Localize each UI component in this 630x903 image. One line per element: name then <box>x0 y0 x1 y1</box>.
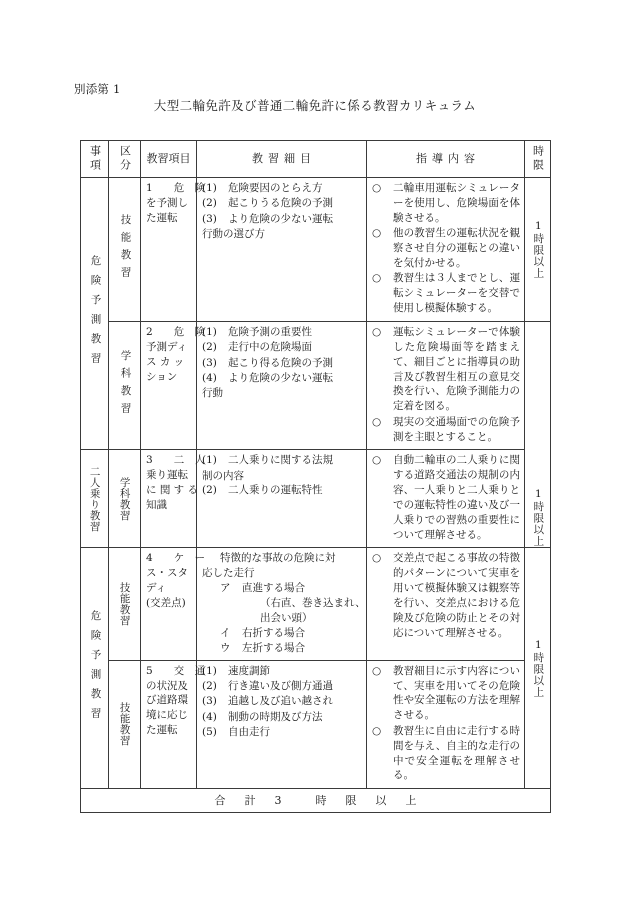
cell-category-gakka-3 <box>109 450 141 548</box>
sub-detail-marker: イ <box>220 626 231 639</box>
circle-bullet-icon: ○ <box>372 272 382 285</box>
instruction-text: 教習生は３人までとし、運転シミュレーターを交替で使用し模擬体験する。 <box>393 272 520 315</box>
header-cell-lesson-detail <box>197 141 367 178</box>
lesson-item-title-line2: 乗り運転 <box>146 469 188 482</box>
list-item <box>372 226 520 271</box>
sub-detail-indent-1: （右直、巻き込まれ、 <box>260 596 366 609</box>
detail-number: (2) <box>202 197 217 210</box>
detail-text: 行き違い及び側方通過 <box>228 680 333 692</box>
detail-number: (4) <box>202 372 217 384</box>
lesson-item-title-line4: ション <box>146 370 178 383</box>
curriculum-table <box>80 140 551 813</box>
cell-instruction-3 <box>367 450 525 548</box>
list-item <box>202 212 362 227</box>
cell-instruction-1 <box>367 178 525 322</box>
detail-number: (1) <box>202 454 217 467</box>
list-item <box>202 626 362 641</box>
circle-bullet-icon: ○ <box>372 724 382 737</box>
instruction-text: 運転シミュレーターで体験した危険場面等を踏まえて、細目ごとに指導員の助言及び教習生相互の意見交換を行い、危険予測能力の定着を図る。 <box>393 325 520 413</box>
sub-detail-marker: ウ <box>220 641 231 654</box>
sub-detail-list <box>202 626 362 656</box>
table-row <box>81 178 551 322</box>
list-item <box>202 181 362 196</box>
detail-number: (1) <box>202 325 217 338</box>
list-item <box>202 325 362 340</box>
cell-lesson-detail-2 <box>197 321 367 449</box>
instruction-list <box>372 453 520 542</box>
detail-lead-line2: 応した走行 <box>202 567 255 580</box>
detail-text: 起こりうる危険の予測 <box>228 197 333 210</box>
item-label: 二人乗り教習 <box>88 465 101 532</box>
cell-instruction-2 <box>367 321 525 449</box>
lesson-item-number: 2 危 険 <box>146 325 206 338</box>
list-item <box>202 725 362 740</box>
detail-text: 二人乗りに関する法規 <box>228 454 333 467</box>
instruction-list <box>372 551 520 640</box>
detail-continuation: 制の内容 <box>202 469 244 482</box>
list-item <box>202 694 362 709</box>
detail-text: 二人乗りの運転特性 <box>228 484 323 497</box>
detail-number: (1) <box>202 182 217 194</box>
list-item <box>202 196 362 211</box>
curriculum-table-wrapper <box>80 140 550 813</box>
instruction-text: 二輪車用運転シミュレーターを使用し、危険場面を体験させる。 <box>393 182 520 224</box>
list-item <box>372 181 520 226</box>
lesson-item-title-line3: に 関 す る <box>146 483 199 496</box>
table-header-row <box>81 141 551 178</box>
list-item <box>202 340 362 355</box>
detail-text: 速度調節 <box>228 664 270 677</box>
sub-detail-text: 左折する場合 <box>242 641 305 654</box>
header-hours-label: 時限 <box>531 145 545 173</box>
hours-label: 1時限以上 <box>532 219 545 279</box>
cell-category-gakka-2 <box>109 321 141 449</box>
category-label: 学科教習 <box>118 476 131 521</box>
cell-lesson-detail-3 <box>197 450 367 548</box>
detail-number: (2) <box>202 680 217 692</box>
table-row <box>81 660 551 788</box>
list-item <box>202 483 362 498</box>
lesson-item-number: 4 ケ ー <box>146 552 206 565</box>
cell-lesson-item-5 <box>141 660 206 788</box>
detail-text: 追越し及び追い越され <box>228 695 333 708</box>
header-cell-instruction <box>367 141 525 178</box>
table-row <box>81 321 551 449</box>
detail-text: 危険要因のとらえ方 <box>228 182 323 194</box>
circle-bullet-icon: ○ <box>372 325 382 338</box>
cell-instruction-5 <box>367 660 525 788</box>
instruction-list <box>372 325 520 445</box>
header-lesson-item-label: 教習項目 <box>146 151 191 165</box>
detail-continuation: 行動 <box>202 387 223 400</box>
header-instruction-label: 指導内容 <box>416 151 480 165</box>
category-label: 技能教習 <box>119 214 132 285</box>
category-label: 学科教習 <box>119 350 132 421</box>
lesson-item-title-line5: た運転 <box>146 724 178 737</box>
detail-lead-line1: 特徴的な事故の危険に対 <box>220 552 336 565</box>
circle-bullet-icon: ○ <box>372 227 382 240</box>
category-label: 技能教習 <box>118 581 131 626</box>
list-item <box>372 724 520 784</box>
table-row <box>81 450 551 548</box>
detail-list <box>202 181 362 227</box>
lesson-item-title-line2: を予測し <box>146 196 188 209</box>
detail-number: (1) <box>202 664 217 677</box>
instruction-text: 交差点で起こる事故の特徴的パターンについて実車を用いて模擬体験又は観察等を行い、交差点における危険及び危険の防止とその対応について理解させる。 <box>393 552 520 639</box>
cell-lesson-item-3 <box>141 450 206 548</box>
header-item-label: 事項 <box>88 145 102 173</box>
list-item <box>372 664 520 724</box>
lesson-item-title-line4: 境に応じ <box>146 709 188 722</box>
instruction-text: 他の教習生の運転状況を観察させ自分の運転との違いを気付かせる。 <box>393 227 520 270</box>
list-item <box>372 453 520 542</box>
circle-bullet-icon: ○ <box>372 415 382 428</box>
detail-text: 制動の時期及び方法 <box>228 710 323 723</box>
lesson-item-title-line4: 知識 <box>146 498 167 511</box>
item-label: 危険予測教習 <box>89 255 102 373</box>
sub-detail-indent-2: 出会い頭） <box>260 611 313 624</box>
detail-text: 起こり得る危険の予測 <box>228 356 333 369</box>
hours-label: 1時限以上 <box>532 488 545 548</box>
cell-category-ginou-5 <box>109 660 141 788</box>
header-cell-hours <box>525 141 551 178</box>
cell-instruction-4 <box>367 548 525 660</box>
cell-lesson-item-2 <box>141 321 206 449</box>
detail-text: より危険の少ない運転 <box>228 212 333 225</box>
category-label: 技能教習 <box>118 702 131 747</box>
detail-text: より危険の少ない運転 <box>228 372 333 384</box>
cell-item-kikenyosoku-2 <box>81 548 109 789</box>
hours-label: 1時限以上 <box>532 638 545 698</box>
lesson-item-title-line3: び道路環 <box>146 694 188 707</box>
cell-item-kikenyosoku-1 <box>81 178 109 450</box>
detail-list <box>202 453 362 468</box>
instruction-list <box>372 664 520 784</box>
lesson-item-title-line4: (交差点) <box>146 596 186 609</box>
list-item <box>372 325 520 414</box>
attachment-label: 別添第 1 <box>74 82 121 96</box>
cell-total <box>81 789 551 813</box>
instruction-list <box>372 181 520 316</box>
header-cell-lesson-item <box>141 141 197 178</box>
list-item <box>372 551 520 640</box>
circle-bullet-icon: ○ <box>372 182 382 194</box>
instruction-text: 教習生に自由に走行する時間を与え、自主的な走行の中で安全運転を理解させる。 <box>393 724 520 782</box>
cell-hours-row4-5 <box>525 548 551 789</box>
circle-bullet-icon: ○ <box>372 454 382 467</box>
cell-category-ginou-4 <box>109 548 141 660</box>
instruction-text: 教習細目に示す内容について、実車を用いてその危険性や安全運転の方法を理解させる。 <box>393 664 520 722</box>
detail-text: 危険予測の重要性 <box>228 325 312 338</box>
lesson-item-number: 3 二 人 <box>146 454 206 467</box>
header-cell-item <box>81 141 109 178</box>
sub-detail-list <box>202 581 362 596</box>
cell-hours-row1 <box>525 178 551 322</box>
list-item <box>202 581 362 596</box>
circle-bullet-icon: ○ <box>372 552 382 565</box>
header-lesson-detail-label: 教習細目 <box>252 151 316 165</box>
list-item <box>202 356 362 371</box>
header-cell-category <box>109 141 141 178</box>
cell-lesson-detail-4 <box>197 548 367 660</box>
detail-list <box>202 325 362 386</box>
sub-detail-text: 直進する場合 <box>242 581 305 594</box>
cell-lesson-detail-1 <box>197 178 367 322</box>
detail-number: (3) <box>202 695 217 708</box>
item-label: 危険予測教習 <box>89 609 102 727</box>
lesson-item-number: 5 交 通 <box>146 664 206 677</box>
detail-list <box>202 483 362 498</box>
list-item <box>372 415 520 445</box>
detail-text: 走行中の危険場面 <box>228 341 312 354</box>
cell-lesson-detail-5 <box>197 660 367 788</box>
detail-continuation: 行動の選び方 <box>202 228 265 241</box>
cell-hours-row2-3 <box>525 321 551 547</box>
table-total-row <box>81 789 551 813</box>
table-row <box>81 548 551 660</box>
total-label: 合 計 3 時 限 以 上 <box>214 793 421 807</box>
detail-number: (4) <box>202 710 217 723</box>
circle-bullet-icon: ○ <box>372 664 382 677</box>
header-category-label: 区分 <box>118 145 132 173</box>
sub-detail-text: 右折する場合 <box>242 626 305 639</box>
list-item <box>202 664 362 679</box>
sub-detail-marker: ア <box>220 581 231 594</box>
detail-number: (2) <box>202 341 217 354</box>
lesson-item-title-line2: 予測ディ <box>146 340 188 353</box>
detail-list <box>202 664 362 741</box>
list-item <box>202 710 362 725</box>
page-title: 大型二輪免許及び普通二輪免許に係る教習カリキュラム <box>153 98 477 113</box>
instruction-text: 自動二輪車の二人乗りに関する道路交通法の規制の内容、一人乗りと二人乗りとでの運転特性の違い及び一人乗りでの習熟の重要性について理解させる。 <box>393 454 520 541</box>
list-item <box>202 371 362 386</box>
cell-item-futarinori <box>81 450 109 548</box>
list-item <box>372 271 520 316</box>
list-item <box>202 679 362 694</box>
detail-number: (3) <box>202 212 217 225</box>
list-item <box>202 453 362 468</box>
detail-text: 自由走行 <box>228 726 270 739</box>
detail-number: (2) <box>202 484 217 497</box>
lesson-item-title-line3: ス カ ッ <box>146 355 185 368</box>
detail-number: (5) <box>202 726 217 739</box>
lesson-item-title-line2: ス・スタ <box>146 567 188 580</box>
lesson-item-title-line3: ディ <box>146 581 167 594</box>
cell-lesson-item-4 <box>141 548 206 660</box>
lesson-item-title-line3: た運転 <box>146 211 178 224</box>
list-item <box>202 641 362 656</box>
cell-category-ginou-1 <box>109 178 141 322</box>
detail-number: (3) <box>202 356 217 369</box>
cell-lesson-item-1 <box>141 178 206 322</box>
lesson-item-number: 1 危 険 <box>146 182 206 194</box>
lesson-item-title-line2: の状況及 <box>146 679 188 692</box>
instruction-text: 現実の交通場面での危険予測を主眼とすること。 <box>393 415 520 443</box>
